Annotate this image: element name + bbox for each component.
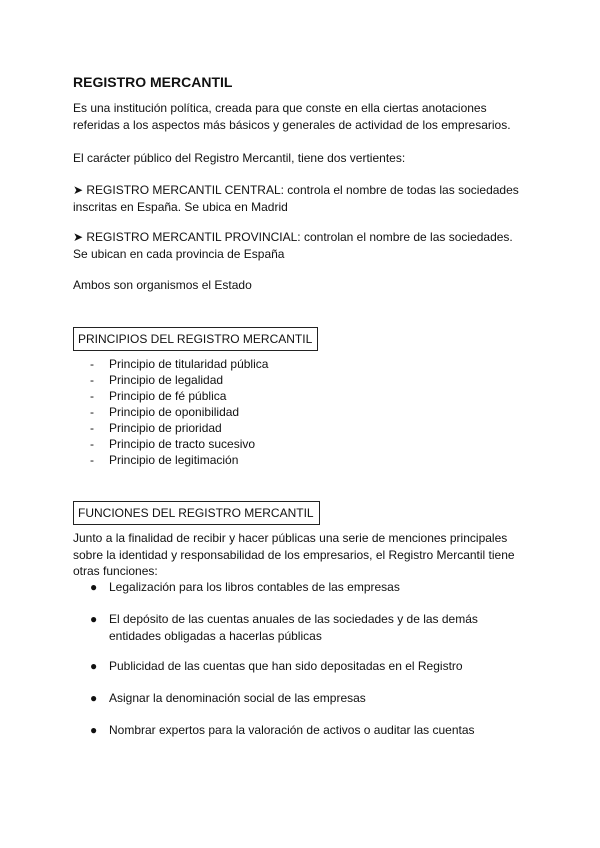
intro-paragraph [73,100,511,133]
intro-line: Es una institución política, creada para que conste en ella ciertas anotaciones [73,101,487,115]
bullet-icon: ● [90,723,98,737]
list-item: - Principio de legitimación [90,452,268,468]
provincial-line: Se ubican en cada provincia de España [73,246,285,261]
funciones-intro-line: otras funciones: [73,564,158,578]
list-item [90,611,478,644]
list-item-text: El depósito de las cuentas anuales de las sociedades y de las demás [109,612,478,626]
list-item: - Principio de tracto sucesivo [90,436,268,452]
bullet-icon: ● [90,691,98,705]
list-item: - Principio de fé pública [90,388,268,404]
page-title: REGISTRO MERCANTIL [73,74,233,90]
list-item-text: Legalización para los libros contables de las empresas [109,580,400,594]
bullet-icon: ● [90,659,98,673]
intro-line: referidas a los aspectos más básicos y generales de actividad de los empresarios. [73,117,511,132]
bullet-icon: ● [90,580,98,594]
provincial-paragraph [73,229,513,262]
principios-heading: PRINCIPIOS DEL REGISTRO MERCANTIL [73,327,318,351]
funciones-heading: FUNCIONES DEL REGISTRO MERCANTIL [73,501,320,525]
principios-list [90,356,268,468]
provincial-line: ➤ REGISTRO MERCANTIL PROVINCIAL: controlan el nombre de las sociedades. [73,230,513,244]
list-item [90,658,463,675]
central-line: inscritas en España. Se ubica en Madrid [73,199,288,214]
list-item: - Principio de titularidad pública [90,356,268,372]
list-item [90,579,400,596]
list-item-text: entidades obligadas a hacerlas públicas [109,628,322,643]
list-item-text: Nombrar expertos para la valoración de activos o auditar las cuentas [109,723,475,737]
funciones-intro [73,530,515,580]
central-line: ➤ REGISTRO MERCANTIL CENTRAL: controla el nombre de todas las sociedades [73,183,519,197]
list-item-text: Asignar la denominación social de las empresas [109,691,366,705]
list-item [90,690,366,707]
funciones-intro-line: sobre la identidad y responsabilidad de los empresarios, el Registro Mercantil tiene [73,547,515,562]
funciones-intro-line: Junto a la finalidad de recibir y hacer públicas una serie de menciones principales [73,531,508,545]
list-item: - Principio de legalidad [90,372,268,388]
caracter-paragraph: El carácter público del Registro Mercantil, tiene dos vertientes: [73,151,406,165]
list-item: - Principio de prioridad [90,420,268,436]
ambos-paragraph: Ambos son organismos el Estado [73,278,252,292]
bullet-icon: ● [90,612,98,626]
list-item [90,722,475,739]
list-item-text: Publicidad de las cuentas que han sido depositadas en el Registro [109,659,463,673]
central-paragraph [73,182,519,215]
list-item: - Principio de oponibilidad [90,404,268,420]
